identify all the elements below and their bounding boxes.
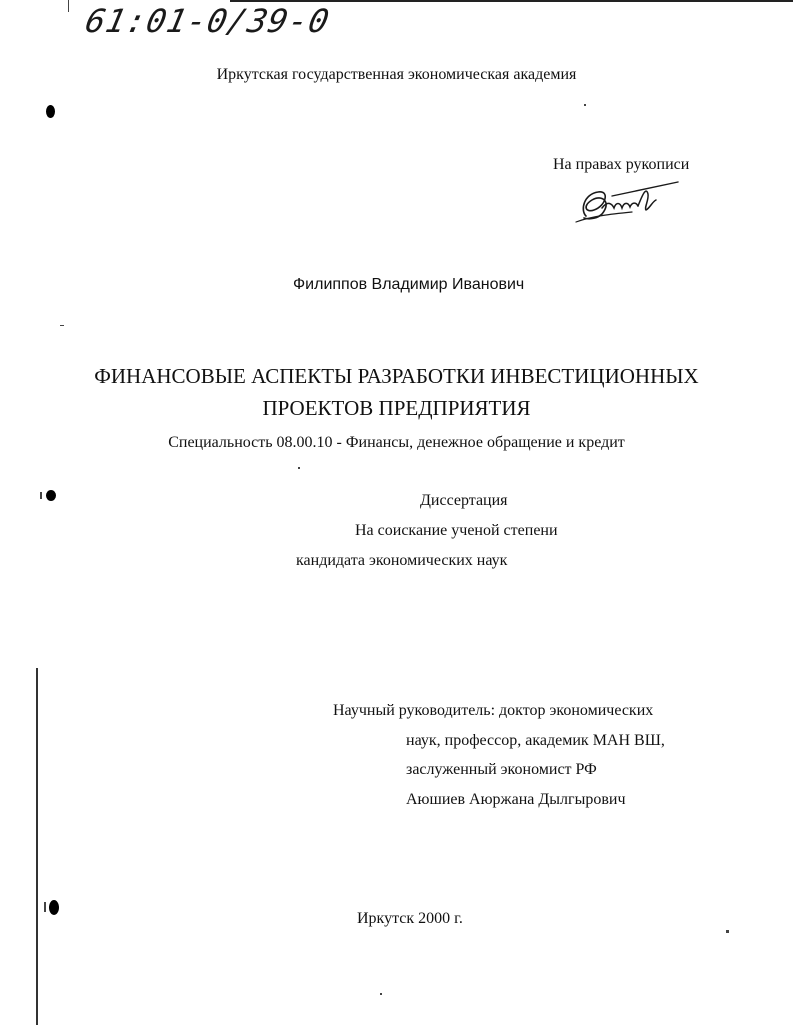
degree-line: На соискание ученой степени [355,522,558,539]
supervisor-line-2: наук, профессор, академик МАН ВШ, [406,732,665,749]
city-year: Иркутск 2000 г. [357,910,463,927]
institution-name: Иркутская государственная экономическая академия [216,66,577,83]
specialty-line: Специальность 08.00.10 - Финансы, денежное обращение и кредит [168,434,625,451]
dissertation-title-line-1: ФИНАНСОВЫЕ АСПЕКТЫ РАЗРАБОТКИ ИНВЕСТИЦИОННЫХ [94,364,699,388]
archive-code-handwritten: 61:01-0/39-0 [81,2,334,40]
left-margin-line [36,668,38,1025]
top-margin-tick [68,0,69,12]
author-signature [572,180,682,224]
scan-speck [40,492,42,499]
scan-speck [60,325,64,326]
supervisor-line-3: заслуженный экономист РФ [406,761,597,778]
punch-hole-bottom [49,900,59,915]
scan-speck [380,993,382,995]
punch-hole-middle [46,490,56,501]
manuscript-rights-note: На правах рукописи [553,156,690,173]
scan-speck [584,104,586,106]
work-type: Диссертация [420,492,508,509]
candidate-line: кандидата экономических наук [296,552,508,569]
scan-speck [726,930,729,933]
punch-hole-top [46,105,55,118]
scan-speck [298,467,300,469]
supervisor-name: Аюшиев Аюржана Дылгырович [406,791,626,808]
supervisor-line-1: Научный руководитель: доктор экономических [333,702,654,719]
author-name: Филиппов Владимир Иванович [293,276,525,293]
dissertation-title-line-2: ПРОЕКТОВ ПРЕДПРИЯТИЯ [262,396,531,420]
scan-speck [44,902,46,912]
